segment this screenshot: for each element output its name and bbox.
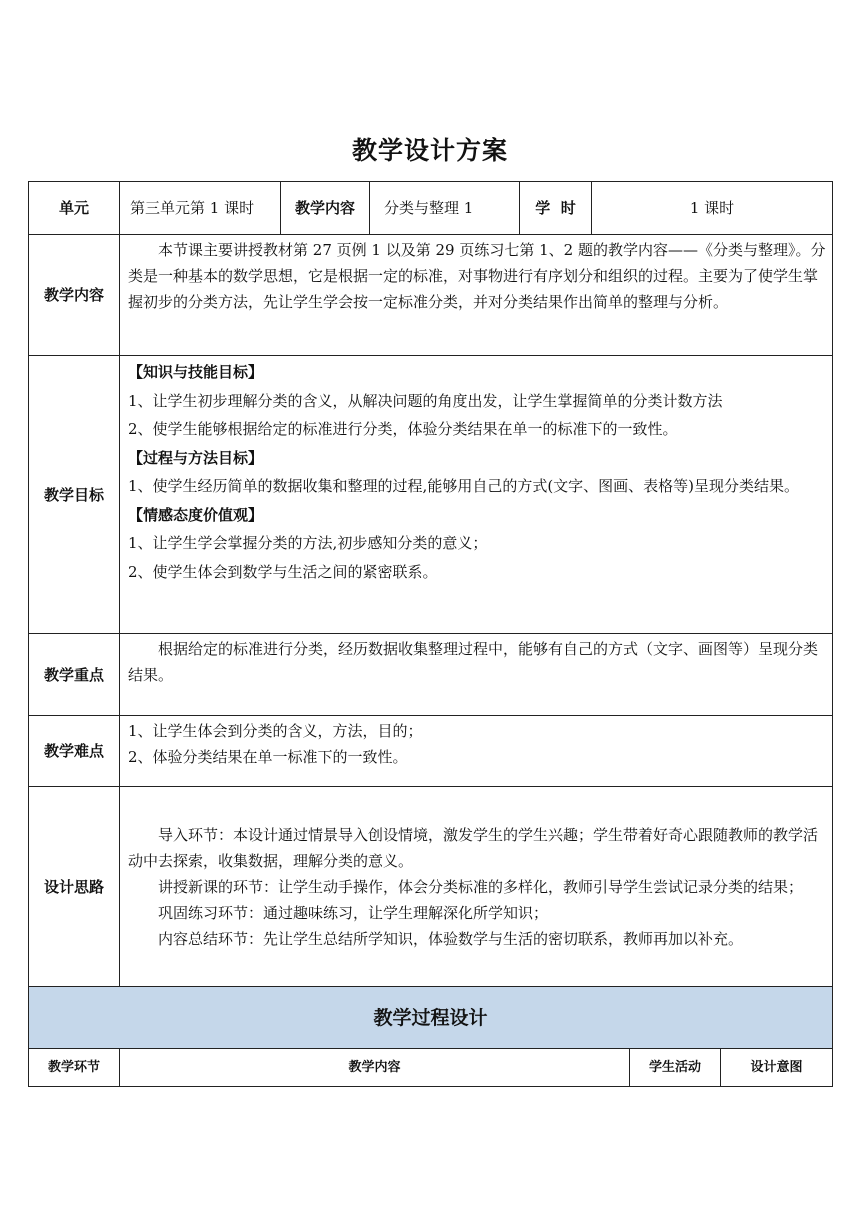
goal-item: 2、使学生体会到数学与生活之间的紧密联系。 bbox=[128, 562, 438, 581]
hours-value: 1 课时 bbox=[592, 182, 833, 235]
page-title: 教学设计方案 bbox=[351, 136, 508, 165]
key-points-text: 根据给定的标准进行分类，经历数据收集整理过程中，能够有自己的方式（文字、画图等）呈现分类结果。 bbox=[128, 640, 819, 684]
goal-item: 1、使学生经历简单的数据收集和整理的过程,能够用自己的方式(文字、图画、表格等)呈现分类结果。 bbox=[128, 477, 800, 495]
goal-heading-process: 【过程与方法目标】 bbox=[128, 448, 264, 467]
teaching-content-text: 本节课主要讲授教材第 27 页例 1 以及第 29 页练习七第 1、2 题的教学内容——《分类与整理》。分类是一种基本的数学思想，它是根据一定的标准，对事物进行有序划分和组织的过程。主要为了使学生掌握初步的分类方法，先让学生学会按一定标准分类，并对分类结果作出简单的整理与分析。 bbox=[128, 241, 826, 311]
goal-item: 1、让学生学会掌握分类的方法,初步感知分类的意义； bbox=[128, 534, 488, 552]
unit-row bbox=[29, 182, 833, 235]
teaching-goals-row bbox=[29, 356, 833, 634]
process-design-title: 教学过程设计 bbox=[29, 987, 833, 1049]
goal-heading-knowledge: 【知识与技能目标】 bbox=[128, 363, 264, 381]
lesson-plan-table bbox=[28, 181, 833, 1087]
goal-heading-emotion: 【情感态度价值观】 bbox=[128, 505, 264, 524]
process-band-row bbox=[29, 987, 833, 1049]
teaching-content-row bbox=[29, 235, 833, 356]
design-ideas-label: 设计思路 bbox=[29, 787, 120, 987]
content-label: 教学内容 bbox=[281, 182, 370, 235]
difficult-points-row bbox=[29, 716, 833, 787]
col-header-activity: 学生活动 bbox=[630, 1049, 721, 1087]
key-points-label: 教学重点 bbox=[29, 634, 120, 716]
unit-value: 第三单元第 1 课时 bbox=[120, 182, 281, 235]
col-header-stage: 教学环节 bbox=[29, 1049, 120, 1087]
teaching-goals-label: 教学目标 bbox=[29, 356, 120, 634]
hours-label: 学 时 bbox=[520, 182, 592, 235]
goal-item: 1、让学生初步理解分类的含义，从解决问题的角度出发，让学生掌握简单的分类计数方法 bbox=[128, 391, 723, 410]
content-value: 分类与整理 1 bbox=[370, 182, 520, 235]
teaching-content-label: 教学内容 bbox=[29, 235, 120, 356]
col-header-content: 教学内容 bbox=[120, 1049, 630, 1087]
unit-label: 单元 bbox=[29, 182, 120, 235]
difficult-points-label: 教学难点 bbox=[29, 716, 120, 787]
design-ideas-row bbox=[29, 787, 833, 987]
design-para: 导入环节：本设计通过情景导入创设情境，激发学生的学生兴趣；学生带着好奇心跟随教师的教学活动中去探索，收集数据，理解分类的意义。 bbox=[128, 825, 819, 870]
difficult-item: 1、让学生体会到分类的含义，方法，目的； bbox=[128, 722, 423, 740]
goal-item: 2、使学生能够根据给定的标准进行分类，体验分类结果在单一的标准下的一致性。 bbox=[128, 420, 678, 438]
design-para: 巩固练习环节：通过趣味练习，让学生理解深化所学知识； bbox=[158, 903, 549, 922]
design-para: 讲授新课的环节：让学生动手操作，体会分类标准的多样化，教师引导学生尝试记录分类的结果； bbox=[158, 877, 804, 896]
process-header-row bbox=[29, 1049, 833, 1087]
key-points-row bbox=[29, 634, 833, 716]
difficult-item: 2、体验分类结果在单一标准下的一致性。 bbox=[128, 748, 408, 766]
col-header-intent: 设计意图 bbox=[721, 1049, 833, 1087]
design-para: 内容总结环节：先让学生总结所学知识，体验数学与生活的密切联系，教师再加以补充。 bbox=[158, 929, 744, 948]
